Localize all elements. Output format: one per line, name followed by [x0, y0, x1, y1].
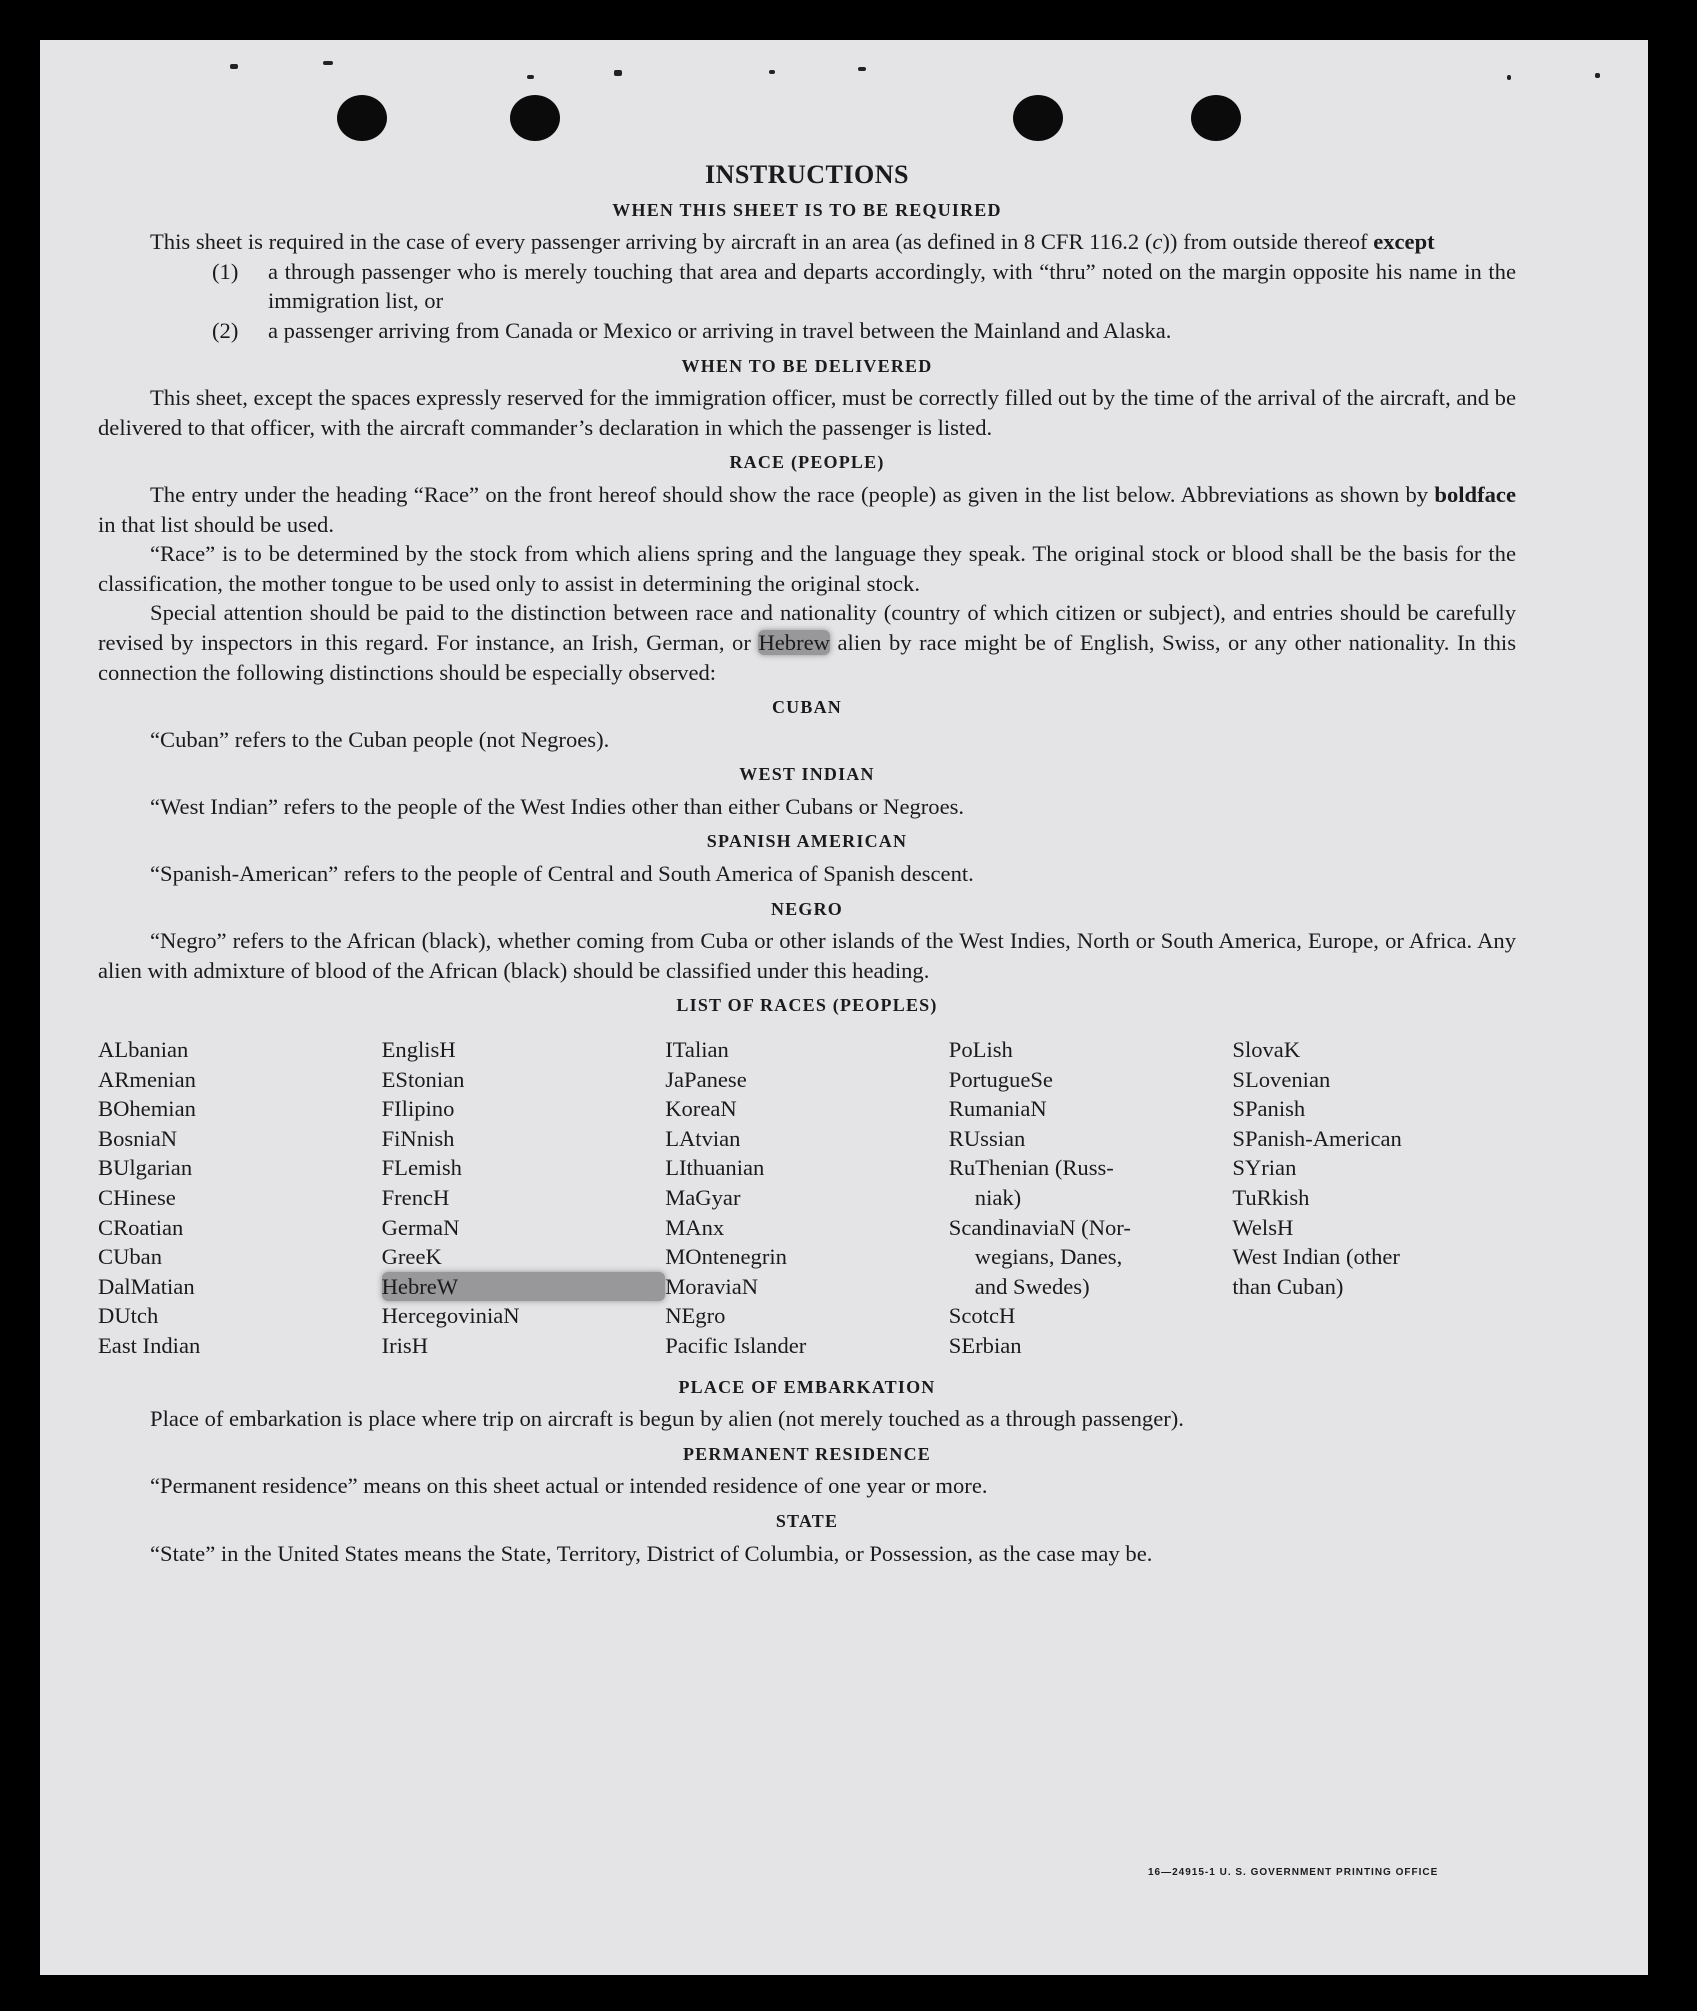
speck [858, 67, 866, 71]
document-page [40, 40, 1648, 1975]
race-entry: SErbian [948, 1332, 1022, 1358]
race-entry: RumaniaN [948, 1096, 1047, 1122]
race-entry: Pacific Islander [665, 1332, 807, 1358]
race-entry: WelsH [1232, 1214, 1294, 1240]
west-indian-text: “West Indian” refers to the people of the West Indies other than either Cubans or Negroes. [150, 793, 965, 819]
speck [527, 75, 534, 79]
instructions-body [98, 160, 1516, 1568]
race-entry: LIthuanian [665, 1155, 765, 1181]
cuban-text: “Cuban” refers to the Cuban people (not Negroes). [150, 726, 610, 752]
race-entry: East Indian [98, 1332, 201, 1358]
punch-hole [1191, 95, 1241, 141]
races-column-3 [665, 1035, 949, 1361]
race-entry: wegians, Danes, [974, 1244, 1123, 1270]
race-entry: GermaN [381, 1214, 460, 1240]
race-entry: PoLish [948, 1037, 1013, 1063]
race-entry: HebreW [382, 1272, 666, 1302]
race-entry: EnglisH [381, 1037, 456, 1063]
required-item-1 [98, 257, 1516, 316]
race-entry: MaGyar [665, 1185, 741, 1210]
section-heading-residence: PERMANENT RESIDENCE [682, 1443, 931, 1464]
race-entry: than Cuban) [1232, 1273, 1344, 1299]
required-intro-c: c [1152, 229, 1163, 255]
race-entry: MAnx [665, 1214, 725, 1240]
race-entry: and Swedes) [974, 1273, 1090, 1299]
speck [323, 61, 333, 65]
race-entry: MoraviaN [665, 1273, 759, 1299]
race-entry: CHinese [98, 1185, 176, 1210]
race-entry: ARmenian [98, 1066, 196, 1092]
race-entry: FIlipino [381, 1096, 455, 1122]
section-heading-negro: NEGRO [770, 898, 843, 919]
item-number: (2) [212, 317, 239, 343]
race-entry: RUssian [948, 1125, 1026, 1151]
races-column-2 [382, 1035, 666, 1361]
race-entry: SYrian [1232, 1155, 1297, 1181]
race-entry: SPanish [1232, 1096, 1306, 1122]
race-entry: NEgro [665, 1303, 726, 1329]
race-entry: niak) [974, 1185, 1022, 1210]
race-entry: PortugueSe [948, 1066, 1053, 1092]
race-entry: ALbanian [98, 1037, 189, 1063]
races-column-5 [1232, 1035, 1516, 1361]
section-heading-embarkation: PLACE OF EMBARKATION [678, 1376, 936, 1397]
race-entry: GreeK [381, 1244, 442, 1270]
race-paragraph-3 [98, 598, 1516, 687]
punch-hole [510, 95, 560, 141]
race-entry: MOntenegrin [665, 1244, 787, 1270]
required-intro-text: This sheet is required in the case of every passenger arriving by aircraft in an area (as defined in 8 CFR 116.2 ( [150, 229, 1153, 255]
item-text: a through passenger who is merely touching that area and departs accordingly, with “thru” noted on the margin opposite his name in the immigration list, or [268, 258, 1516, 314]
race-entry: FLemish [381, 1155, 462, 1181]
spanish-american-text: “Spanish-American” refers to the people of Central and South America of Spanish descent. [150, 861, 974, 887]
page-title: INSTRUCTIONS [705, 160, 909, 189]
race-entry: JaPanese [665, 1066, 747, 1092]
section-heading-races-list: LIST OF RACES (PEOPLES) [676, 995, 938, 1016]
speck [769, 70, 775, 74]
required-item-2 [98, 316, 1516, 346]
speck [1595, 73, 1600, 78]
punch-hole [1013, 95, 1063, 141]
race-p1-bold: boldface [1434, 481, 1516, 507]
race-entry: SLovenian [1232, 1066, 1331, 1092]
race-entry: EStonian [381, 1066, 465, 1092]
race-entry: FiNnish [381, 1125, 455, 1151]
race-entry: ScandinaviaN (Nor- [948, 1214, 1131, 1240]
race-entry: West Indian (other [1232, 1244, 1400, 1270]
required-intro-text-2: )) from outside thereof [1162, 229, 1374, 255]
race-entry: HercegoviniaN [381, 1303, 520, 1329]
state-text: “State” in the United States means the State, Territory, District of Columbia, or Possession, as the case may be. [150, 1540, 1153, 1566]
races-column-1 [98, 1035, 382, 1361]
race-entry: ITalian [665, 1037, 729, 1063]
races-column-4 [949, 1035, 1233, 1361]
section-heading-required: WHEN THIS SHEET IS TO BE REQUIRED [612, 199, 1002, 220]
section-heading-state: STATE [775, 1510, 839, 1531]
race-p3-smudged-word: Hebrew [758, 629, 830, 655]
punch-hole [337, 95, 387, 141]
residence-text: “Permanent residence” means on this sheet actual or intended residence of one year or more. [150, 1473, 988, 1499]
race-entry: DalMatian [98, 1273, 195, 1299]
item-number: (1) [212, 258, 239, 284]
race-entry: SlovaK [1232, 1037, 1301, 1063]
race-entry: DUtch [98, 1303, 159, 1329]
races-list [98, 1035, 1516, 1361]
negro-text: “Negro” refers to the African (black), whether coming from Cuba or other islands of the West Indies, North or South America, Europe, or Africa. Any alien with admixture of blood of the African (black) should be classified under this heading. [98, 928, 1516, 983]
required-intro [98, 227, 1516, 257]
item-text: a passenger arriving from Canada or Mexico or arriving in travel between the Mainland and Alaska. [268, 317, 1172, 343]
section-heading-delivered: WHEN TO BE DELIVERED [681, 355, 933, 376]
race-p3-text: Special attention should be paid to the distinction between race and nationality (country of which citizen or subject), and entries should be carefully revised by inspectors in this regard. For instance, an Irish, German, or [98, 600, 1516, 655]
race-entry: CUban [98, 1244, 163, 1270]
speck [230, 64, 238, 69]
race-p1-text-2: in that list should be used. [98, 511, 334, 537]
section-heading-spanish-american: SPANISH AMERICAN [706, 831, 908, 852]
race-entry: BosniaN [98, 1125, 178, 1151]
race-entry: BOhemian [98, 1096, 196, 1122]
race-entry: IrisH [381, 1332, 429, 1358]
race-p3-text-2: alien by race might be of English, Swiss, or any other nationality. In this connection the following distinctions should be especially observed: [98, 629, 1517, 685]
race-entry: FrencH [381, 1185, 450, 1210]
race-entry: CRoatian [98, 1214, 184, 1240]
section-heading-race: RACE (PEOPLE) [729, 452, 885, 473]
race-entry: TuRkish [1232, 1185, 1310, 1210]
race-paragraph-2: “Race” is to be determined by the stock from which aliens spring and the language they speak. The original stock or blood shall be the basis for the classification, the mother tongue to be used only to assist in determining the original stock. [98, 541, 1516, 596]
embarkation-text: Place of embarkation is place where trip on aircraft is begun by alien (not merely touched as a through passenger). [150, 1406, 1184, 1432]
section-heading-cuban: CUBAN [771, 697, 842, 718]
required-intro-except: except [1373, 229, 1435, 255]
race-p1-text: The entry under the heading “Race” on the front hereof should show the race (people) as given in the list below. Abbreviations as shown by [150, 481, 1435, 507]
speck [1507, 75, 1511, 80]
delivered-text: This sheet, except the spaces expressly reserved for the immigration officer, must be correctly filled out by the time of the arrival of the aircraft, and be delivered to that officer, with the aircraft commander’s declaration in which the passenger is listed. [98, 385, 1516, 440]
speck [614, 70, 622, 76]
race-entry: SPanish-American [1232, 1125, 1402, 1151]
section-heading-west-indian: WEST INDIAN [739, 764, 875, 785]
race-entry: RuThenian (Russ- [948, 1155, 1114, 1181]
race-entry: ScotcH [948, 1303, 1016, 1329]
race-entry: LAtvian [665, 1125, 741, 1151]
printer-footer: 16—24915-1 U. S. GOVERNMENT PRINTING OFFICE [1148, 1867, 1439, 1878]
race-entry: BUlgarian [98, 1155, 193, 1181]
race-paragraph-1 [98, 480, 1516, 539]
race-entry: KoreaN [665, 1096, 737, 1122]
